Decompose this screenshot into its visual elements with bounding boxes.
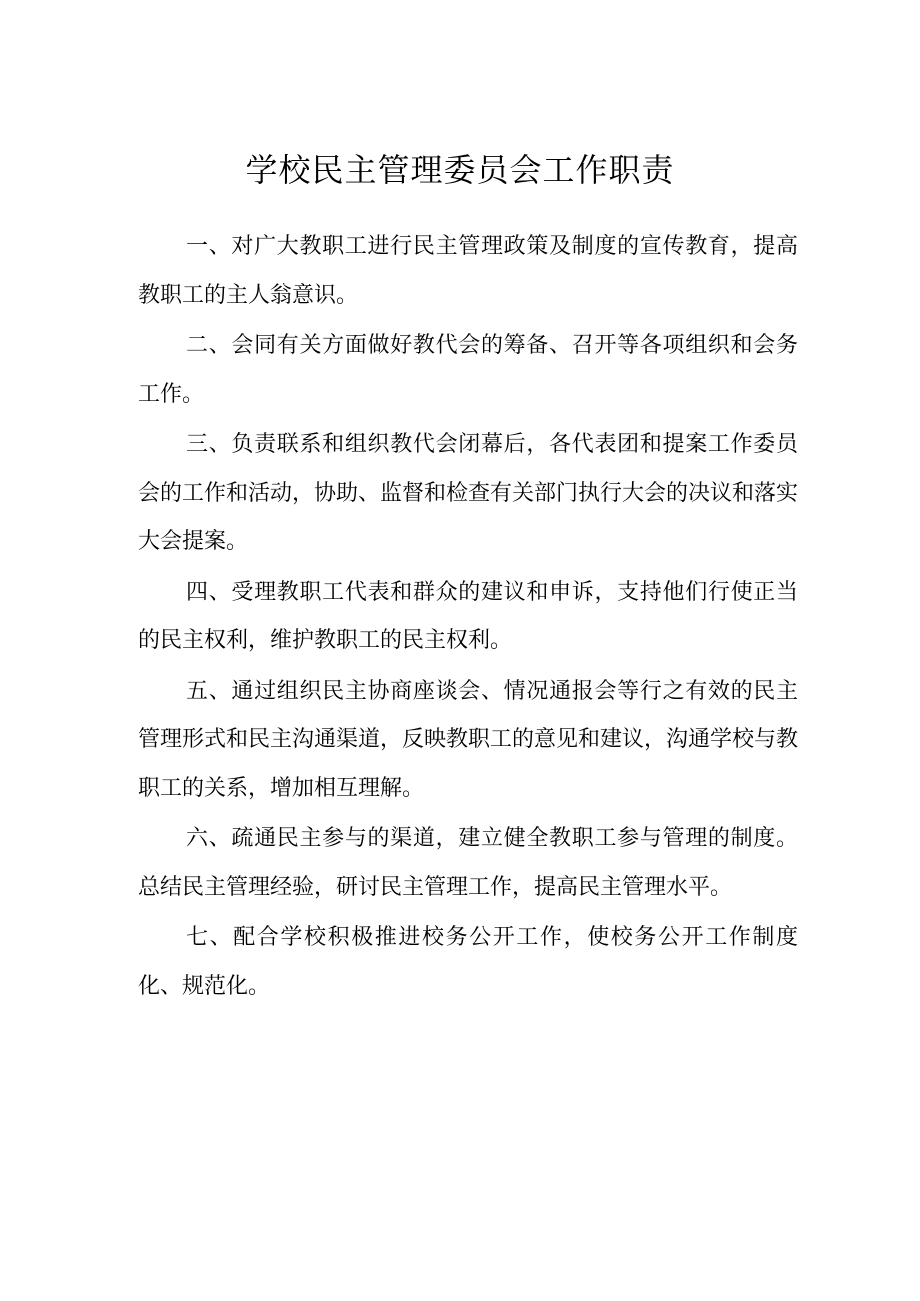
document-body <box>138 223 798 1013</box>
paragraph-1: 一、对广大教职工进行民主管理政策及制度的宣传教育，提高教职工的主人翁意识。 <box>138 234 798 308</box>
paragraph-3: 三、负责联系和组织教代会闭幕后，各代表团和提案工作委员会的工作和活动，协助、监督和检查有关部门执行大会的决议和落实大会提案。 <box>138 432 799 554</box>
document-title: 学校民主管理委员会工作职责 <box>245 151 675 189</box>
paragraph-7: 七、配合学校积极推进校务公开工作，使校务公开工作制度化、规范化。 <box>138 925 798 999</box>
paragraph-6: 六、疏通民主参与的渠道，建立健全教职工参与管理的制度。总结民主管理经验，研讨民主管理工作，提高民主管理水平。 <box>138 826 798 900</box>
paragraph-4: 四、受理教职工代表和群众的建议和申诉，支持他们行使正当的民主权利，维护教职工的民主权利。 <box>138 579 798 653</box>
paragraph-5: 五、通过组织民主协商座谈会、情况通报会等行之有效的民主管理形式和民主沟通渠道，反映教职工的意见和建议，沟通学校与教职工的关系，增加相互理解。 <box>138 678 799 801</box>
paragraph-2: 二、会同有关方面做好教代会的筹备、召开等各项组织和会务工作。 <box>138 333 798 407</box>
